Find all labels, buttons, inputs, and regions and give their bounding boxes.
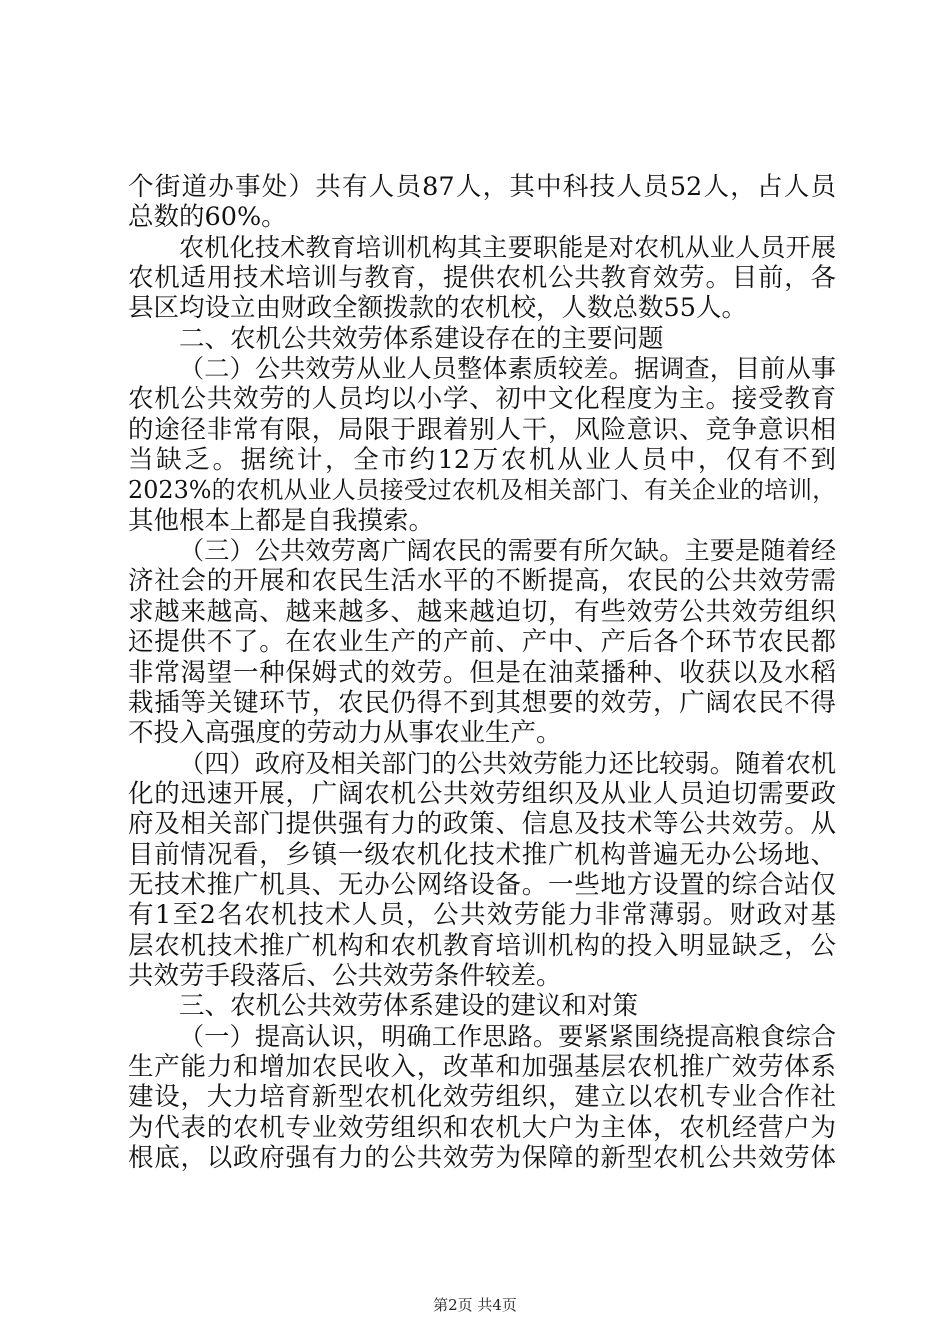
text-line: 济社会的开展和农民生活水平的不断提高，农民的公共效劳需 <box>128 566 836 597</box>
text-line: 其他根本上都是自我摸索。 <box>128 505 435 536</box>
text-line: 农机适用技术培训与教育，提供农机公共教育效劳。目前，各 <box>128 263 836 294</box>
text-line: 目前情况看，乡镇一级农机化技术推广机构普遍无办公场地、 <box>128 839 836 870</box>
text-line: 2023%的农机从业人员接受过农机及相关部门、有关企业的培训， <box>128 476 836 505</box>
text-line: 栽插等关键环节，农民仍得不到其想要的效劳，广阔农民不得 <box>128 687 836 718</box>
text-line: （一）提高认识，明确工作思路。要紧紧围绕提高粮食综合 <box>179 1021 836 1051</box>
document-body <box>128 172 836 1173</box>
text-line: 共效劳手段落后、公共效劳条件较差。 <box>128 960 562 991</box>
text-line: 生产能力和增加农民收入，改革和加强基层农机推广效劳体系 <box>128 1051 836 1082</box>
text-line: 根底，以政府强有力的公共效劳为保障的新型农机公共效劳体 <box>128 1143 836 1173</box>
text-line: 农机化技术教育培训机构其主要职能是对农机从业人员开展 <box>179 232 836 262</box>
text-line: 建设，大力培育新型农机化效劳组织，建立以农机专业合作社 <box>128 1082 836 1113</box>
text-line: 三、农机公共效劳体系建设的建议和对策 <box>179 991 639 1022</box>
text-line: 求越来越高、越来越多、越来越迫切，有些效劳公共效劳组织 <box>128 596 836 627</box>
text-line: 层农机技术推广机构和农机教育培训机构的投入明显缺乏，公 <box>128 930 836 961</box>
text-line: （三）公共效劳离广阔农民的需要有所欠缺。主要是随着经 <box>179 536 836 566</box>
text-line: （二）公共效劳从业人员整体素质较差。据调查，目前从事 <box>179 354 836 384</box>
text-line: 还提供不了。在农业生产的产前、产中、产后各个环节农民都 <box>128 627 836 658</box>
text-line: 府及相关部门提供强有力的政策、信息及技术等公共效劳。从 <box>128 809 836 840</box>
text-line: 非常渴望一种保姆式的效劳。但是在油菜播种、收获以及水稻 <box>128 657 836 688</box>
text-line: 二、农机公共效劳体系建设存在的主要问题 <box>179 323 664 354</box>
text-line: （四）政府及相关部门的公共效劳能力还比较弱。随着农机 <box>179 748 836 778</box>
text-line: 总数的60%。 <box>128 202 287 233</box>
page-footer: 第2页 共4页 <box>433 1296 517 1314</box>
text-line: 不投入高强度的劳动力从事农业生产。 <box>128 718 562 749</box>
text-line: 当缺乏。据统计，全市约12万农机从业人员中，仅有不到 <box>128 445 836 476</box>
text-line: 为代表的农机专业效劳组织和农机大户为主体，农机经营户为 <box>128 1112 836 1143</box>
text-line: 化的迅速开展，广阔农机公共效劳组织及从业人员迫切需要政 <box>128 778 836 809</box>
text-line: 农机公共效劳的人员均以小学、初中文化程度为主。接受教育 <box>128 384 836 415</box>
text-line: 无技术推广机具、无办公网络设备。一些地方设置的综合站仅 <box>128 869 836 900</box>
text-line: 县区均设立由财政全额拨款的农机校，人数总数55人。 <box>128 293 747 324</box>
text-line: 个街道办事处）共有人员87人，其中科技人员52人，占人员 <box>128 172 836 202</box>
text-line: 的途径非常有限，局限于跟着别人干，风险意识、竞争意识相 <box>128 414 836 445</box>
text-line: 有1至2名农机技术人员，公共效劳能力非常薄弱。财政对基 <box>128 900 836 931</box>
